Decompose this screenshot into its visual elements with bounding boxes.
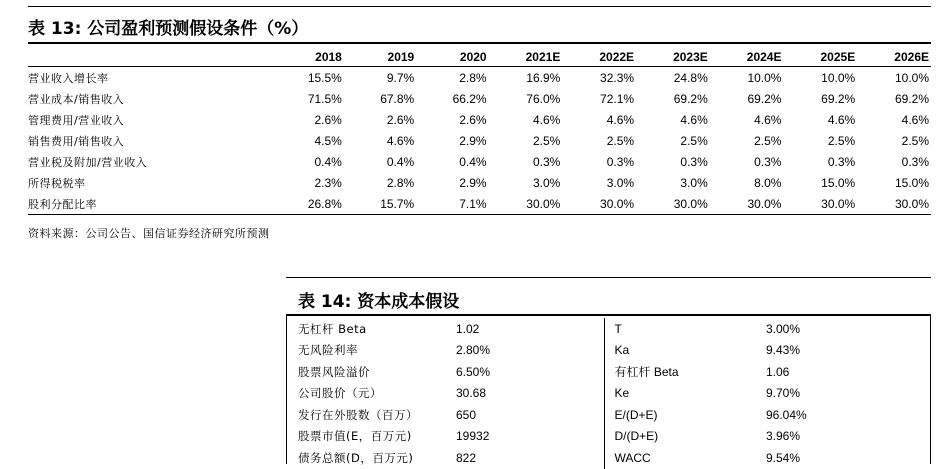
table13-col-header: 2024E — [710, 48, 784, 67]
table13-cell: 10.0% — [821, 70, 856, 85]
table13-cell: 4.5% — [314, 133, 342, 148]
table13-header-blank — [28, 48, 271, 67]
table13-cell: 2.8% — [386, 175, 415, 190]
table14-label: 股票风险溢价 — [298, 364, 370, 379]
table14-label: WACC — [604, 447, 766, 469]
table13-top-rule — [28, 6, 931, 7]
table13-cell: 30.0% — [489, 193, 563, 215]
table13-cell: 4.6% — [901, 112, 929, 127]
table14-value: 6.50% — [456, 364, 491, 379]
table13-cell: 66.2% — [452, 91, 487, 106]
table13-cell: 7.1% — [416, 193, 488, 215]
table14-label: 无风险利率 — [298, 343, 358, 358]
table13-cell: 0.3% — [754, 154, 782, 169]
table14-value: 9.54% — [766, 450, 801, 465]
table14-value: 1.06 — [766, 364, 790, 379]
table14-value: 96.04% — [766, 407, 807, 422]
table14-label: 公司股价（元） — [298, 386, 382, 401]
table14-value: 9.43% — [766, 343, 801, 358]
table13-cell: 0.3% — [901, 154, 929, 169]
table13-cell: 2.5% — [606, 133, 635, 148]
table14-row — [298, 318, 930, 340]
table13-title-rule — [28, 42, 931, 44]
table13-col-header: 2025E — [783, 48, 857, 67]
table13-cell: 4.6% — [532, 112, 561, 127]
table13-col-header: 2026E — [857, 48, 931, 67]
table13-cell: 4.6% — [754, 112, 782, 127]
table13-cell: 2.3% — [314, 175, 342, 190]
table13-cell: 0.4% — [459, 154, 487, 169]
table13-cell: 15.0% — [821, 175, 856, 190]
table13-cell: 0.4% — [386, 154, 415, 169]
table13-cell: 2.9% — [459, 175, 487, 190]
table13-cell: 8.0% — [754, 175, 782, 190]
table13-cell: 69.2% — [673, 91, 708, 106]
table13-cell: 9.7% — [386, 70, 415, 85]
table14-left-border — [286, 316, 287, 464]
table14-row — [298, 361, 930, 383]
table14-top-rule — [286, 277, 931, 278]
table14-label: Ka — [604, 340, 766, 362]
table13-cell: 4.6% — [386, 133, 415, 148]
table13-cell: 30.0% — [857, 193, 931, 215]
table14-label: 股票市值(E，百万元) — [298, 429, 412, 444]
table13-cell: 3.0% — [680, 175, 708, 190]
table13-row — [28, 151, 931, 172]
table13-cell: 69.2% — [747, 91, 782, 106]
table13-cell: 2.9% — [459, 133, 487, 148]
table13-row — [28, 172, 931, 193]
table13-cell: 2.5% — [901, 133, 929, 148]
table13-cell: 2.5% — [532, 133, 561, 148]
table13-cell: 3.0% — [606, 175, 635, 190]
table13-cell: 0.3% — [532, 154, 561, 169]
table14-row — [298, 383, 930, 405]
table13-header-row — [28, 48, 931, 67]
table14-value: 1.02 — [456, 321, 480, 336]
table14-row — [298, 404, 930, 426]
table14-label: 无杠杆 Beta — [298, 321, 367, 336]
table14-label: T — [604, 318, 766, 340]
table13-row — [28, 109, 931, 130]
table13-cell: 30.0% — [636, 193, 710, 215]
table13 — [28, 48, 931, 215]
table13-source: 资料来源：公司公告、国信证券经济研究所预测 — [28, 227, 270, 240]
table14-label: 债务总额(D，百万元) — [298, 450, 414, 465]
table13-row — [28, 88, 931, 109]
table13-row-label: 所得税税率 — [28, 176, 86, 190]
table13-cell: 2.5% — [754, 133, 782, 148]
table13-cell: 72.1% — [600, 91, 635, 106]
table14-value: 822 — [456, 450, 477, 465]
table13-col-header: 2021E — [489, 48, 563, 67]
table13-cell: 26.8% — [271, 193, 343, 215]
table13-cell: 69.2% — [894, 91, 929, 106]
table14-label: 有杠杆 Beta — [604, 361, 766, 383]
table13-cell: 2.8% — [459, 70, 487, 85]
table13-title: 表 13: 公司盈利预测假设条件（%） — [28, 19, 309, 39]
table13-cell: 71.5% — [307, 91, 342, 106]
table14-value: 2.80% — [456, 343, 491, 358]
table13-cell: 4.6% — [606, 112, 635, 127]
table13-cell: 30.0% — [783, 193, 857, 215]
table13-cell: 2.6% — [386, 112, 415, 127]
table13-cell: 67.8% — [380, 91, 415, 106]
table13-row-label: 销售费用/销售收入 — [28, 134, 125, 148]
table14-value: 19932 — [456, 429, 490, 444]
table14-title-rule — [286, 314, 931, 316]
table13-row-label: 股利分配比率 — [28, 193, 271, 215]
table13-col-header: 2022E — [562, 48, 636, 67]
table13-cell: 15.5% — [307, 70, 342, 85]
table14-title: 表 14: 资本成本假设 — [298, 292, 460, 312]
table13-cell: 32.3% — [600, 70, 635, 85]
table13-cell: 3.0% — [532, 175, 561, 190]
table13-cell: 2.5% — [827, 133, 856, 148]
table13-cell: 2.5% — [680, 133, 708, 148]
table14-value: 30.68 — [456, 386, 487, 401]
table13-cell: 69.2% — [821, 91, 856, 106]
table13-cell: 10.0% — [894, 70, 929, 85]
table13-col-header: 2019 — [344, 48, 416, 67]
table13-cell: 10.0% — [747, 70, 782, 85]
table14-right-border — [930, 316, 931, 464]
table13-cell: 24.8% — [673, 70, 708, 85]
table13-row — [28, 193, 931, 215]
table14-value: 650 — [456, 407, 477, 422]
table14-row — [298, 426, 930, 448]
table13-row-label: 营业收入增长率 — [28, 71, 109, 85]
table14-row — [298, 447, 930, 469]
table13-cell: 0.3% — [827, 154, 856, 169]
table13-cell: 16.9% — [526, 70, 561, 85]
table13-cell: 0.4% — [314, 154, 342, 169]
table14-label: Ke — [604, 383, 766, 405]
table13-cell: 76.0% — [526, 91, 561, 106]
table13-cell: 4.6% — [680, 112, 708, 127]
table13-row-label: 营业税及附加/营业收入 — [28, 155, 148, 169]
table13-row — [28, 67, 931, 89]
table13-row-label: 营业成本/销售收入 — [28, 92, 125, 106]
table14-label: E/(D+E) — [604, 404, 766, 426]
table14-value: 3.00% — [766, 321, 801, 336]
table14-row — [298, 340, 930, 362]
table13-cell: 15.7% — [344, 193, 416, 215]
table14 — [298, 318, 930, 469]
table13-row-label: 管理费用/营业收入 — [28, 113, 125, 127]
table13-cell: 15.0% — [894, 175, 929, 190]
table13-cell: 30.0% — [562, 193, 636, 215]
table13-cell: 4.6% — [827, 112, 856, 127]
table13-cell: 2.6% — [314, 112, 342, 127]
table13-col-header: 2020 — [416, 48, 488, 67]
table14-label: D/(D+E) — [604, 426, 766, 448]
table13-col-header: 2023E — [636, 48, 710, 67]
table14-value: 9.70% — [766, 386, 801, 401]
table13-cell: 2.6% — [459, 112, 487, 127]
table13-row — [28, 130, 931, 151]
table13-cell: 30.0% — [710, 193, 784, 215]
table14-value: 3.96% — [766, 429, 801, 444]
table13-cell: 0.3% — [606, 154, 635, 169]
table13-cell: 0.3% — [680, 154, 708, 169]
table13-col-header: 2018 — [271, 48, 343, 67]
table14-label: 发行在外股数（百万） — [298, 407, 418, 422]
